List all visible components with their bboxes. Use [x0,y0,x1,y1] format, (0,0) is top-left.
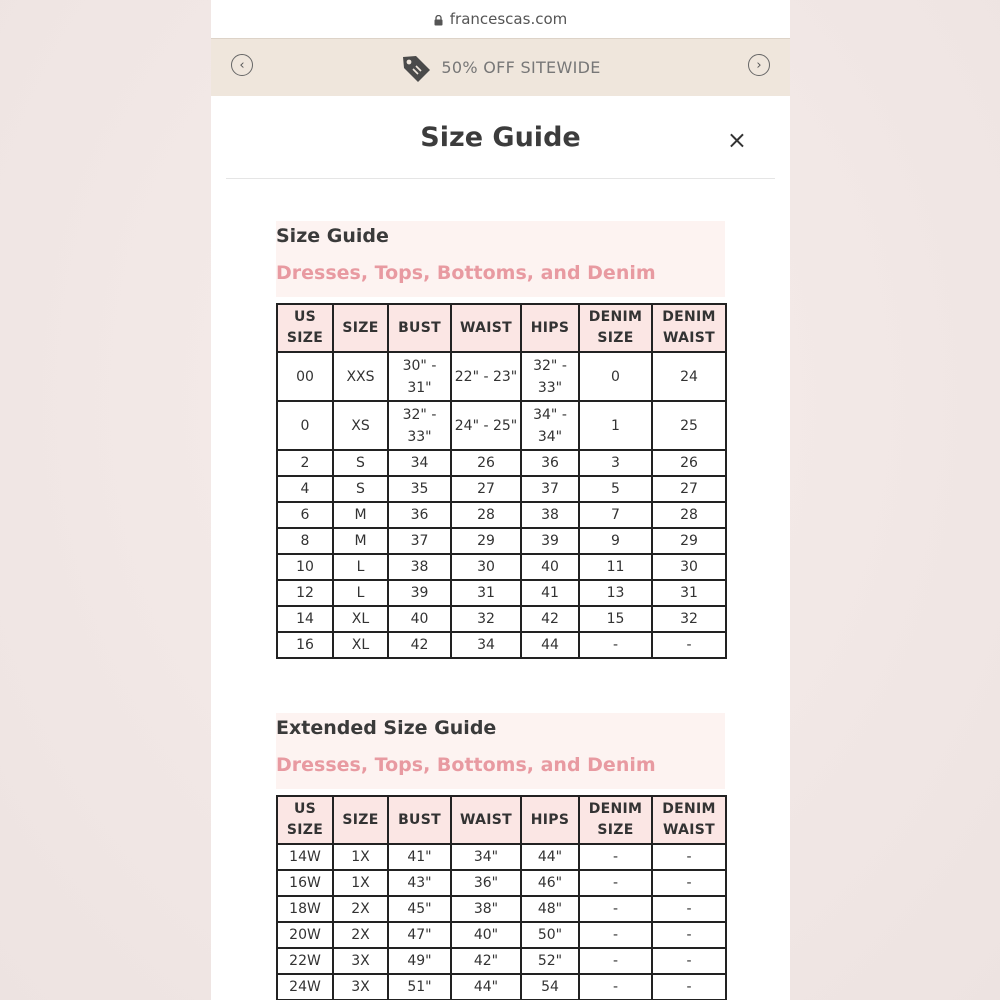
table-header-row [277,796,726,844]
table-cell: 34" - 34" [521,401,579,450]
table-cell: 14 [277,606,333,632]
table-cell: 0 [277,401,333,450]
table-cell: 27 [451,476,521,502]
standard-size-table [276,303,727,659]
column-header: HIPS [521,304,579,352]
table-cell: - [652,922,726,948]
column-header: SIZE [333,304,388,352]
extended-size-table [276,795,727,1000]
table-cell: 28 [652,502,726,528]
table-row [277,922,726,948]
table-row [277,401,726,450]
phone-screen [211,0,790,1000]
table-body [277,352,726,658]
table-row [277,502,726,528]
table-cell: 16W [277,870,333,896]
table-cell: 24W [277,974,333,1000]
table-cell: 2 [277,450,333,476]
table-cell: XS [333,401,388,450]
table-cell: 35 [388,476,451,502]
table-header-row [277,304,726,352]
section-heading [276,221,725,297]
table-cell: 34" [451,844,521,870]
table-cell: - [579,632,652,658]
table-cell: 50" [521,922,579,948]
table-cell: 41" [388,844,451,870]
promo-link[interactable] [400,53,600,83]
table-row [277,476,726,502]
column-header: HIPS [521,796,579,844]
table-cell: 37 [521,476,579,502]
table-cell: 38 [388,554,451,580]
table-cell: 44 [521,632,579,658]
table-cell: 18W [277,896,333,922]
table-cell: 45" [388,896,451,922]
table-cell: 27 [652,476,726,502]
table-cell: 4 [277,476,333,502]
table-cell: 37 [388,528,451,554]
table-cell: 32 [652,606,726,632]
table-cell: - [652,870,726,896]
table-cell: XXS [333,352,388,401]
table-cell: - [579,870,652,896]
table-cell: 49" [388,948,451,974]
table-cell: 2X [333,922,388,948]
lock-icon [434,15,443,26]
table-cell: 38" [451,896,521,922]
table-row [277,450,726,476]
table-cell: 44" [451,974,521,1000]
table-cell: 48" [521,896,579,922]
table-cell: 5 [579,476,652,502]
table-cell: - [652,896,726,922]
table-cell: 11 [579,554,652,580]
table-cell: 32" - 33" [388,401,451,450]
table-cell: 39 [521,528,579,554]
section-subtitle: Dresses, Tops, Bottoms, and Denim [276,262,656,284]
table-cell: - [652,632,726,658]
table-row [277,352,726,401]
table-cell: - [579,922,652,948]
table-cell: 36 [521,450,579,476]
table-cell: 29 [652,528,726,554]
table-cell: 9 [579,528,652,554]
table-cell: 8 [277,528,333,554]
promo-banner [211,38,790,96]
table-row [277,528,726,554]
column-header: DENIM WAIST [652,304,726,352]
column-header: DENIM SIZE [579,304,652,352]
address-bar[interactable] [211,0,790,38]
table-body [277,844,726,1000]
table-cell: 38 [521,502,579,528]
table-cell: 3X [333,974,388,1000]
table-cell: 43" [388,870,451,896]
size-guide-content [211,179,790,1000]
table-cell: 2X [333,896,388,922]
table-cell: 54 [521,974,579,1000]
table-cell: - [579,948,652,974]
table-cell: 30 [652,554,726,580]
table-cell: 15 [579,606,652,632]
promo-text: 50% OFF SITEWIDE [441,58,601,77]
column-header: BUST [388,796,451,844]
table-cell: 41 [521,580,579,606]
standard-size-section [276,221,725,659]
table-cell: 3 [579,450,652,476]
column-header: US SIZE [277,796,333,844]
table-cell: XL [333,632,388,658]
table-cell: 42" [451,948,521,974]
column-header: DENIM SIZE [579,796,652,844]
table-cell: 34 [388,450,451,476]
table-cell: 32" - 33" [521,352,579,401]
table-cell: 52" [521,948,579,974]
table-cell: 6 [277,502,333,528]
table-cell: 20W [277,922,333,948]
table-cell: 16 [277,632,333,658]
table-cell: L [333,580,388,606]
table-row [277,974,726,1000]
section-title: Size Guide [276,225,389,247]
table-cell: 34 [451,632,521,658]
column-header: WAIST [451,304,521,352]
table-row [277,896,726,922]
close-icon[interactable]: × [726,126,747,154]
table-row [277,870,726,896]
table-cell: 1 [579,401,652,450]
table-cell: - [652,974,726,1000]
table-row [277,948,726,974]
table-cell: 22W [277,948,333,974]
table-cell: 25 [652,401,726,450]
table-cell: 36 [388,502,451,528]
table-cell: S [333,476,388,502]
column-header: BUST [388,304,451,352]
table-cell: 30" - 31" [388,352,451,401]
table-cell: 40 [388,606,451,632]
table-cell: 30 [451,554,521,580]
column-header: US SIZE [277,304,333,352]
table-cell: 46" [521,870,579,896]
table-cell: 42 [388,632,451,658]
table-cell: 10 [277,554,333,580]
modal-header [226,96,775,179]
table-cell: S [333,450,388,476]
table-cell: 14W [277,844,333,870]
table-cell: 31 [652,580,726,606]
table-row [277,580,726,606]
section-heading [276,713,725,789]
table-cell: 28 [451,502,521,528]
chevron-right-icon[interactable]: › [748,54,770,76]
table-cell: 1X [333,844,388,870]
table-cell: 51" [388,974,451,1000]
table-cell: 47" [388,922,451,948]
section-subtitle: Dresses, Tops, Bottoms, and Denim [276,754,656,776]
section-title: Extended Size Guide [276,717,497,739]
table-cell: 40 [521,554,579,580]
column-header: SIZE [333,796,388,844]
table-cell: 7 [579,502,652,528]
table-cell: 44" [521,844,579,870]
chevron-left-icon[interactable]: ‹ [231,54,253,76]
table-cell: 0 [579,352,652,401]
table-cell: 22" - 23" [451,352,521,401]
table-row [277,554,726,580]
table-cell: 36" [451,870,521,896]
table-row [277,606,726,632]
table-cell: 13 [579,580,652,606]
table-row [277,844,726,870]
table-cell: M [333,528,388,554]
table-cell: 31 [451,580,521,606]
table-cell: 24 [652,352,726,401]
table-cell: 26 [652,450,726,476]
table-cell: 40" [451,922,521,948]
modal-title: Size Guide [420,121,581,153]
table-cell: 32 [451,606,521,632]
table-cell: XL [333,606,388,632]
table-cell: M [333,502,388,528]
table-cell: - [579,896,652,922]
table-row [277,632,726,658]
table-cell: - [652,948,726,974]
table-cell: 12 [277,580,333,606]
table-cell: 24" - 25" [451,401,521,450]
column-header: DENIM WAIST [652,796,726,844]
url-text: francescas.com [449,10,568,28]
extended-size-section [276,713,725,1000]
table-cell: - [652,844,726,870]
table-cell: 42 [521,606,579,632]
table-cell: 26 [451,450,521,476]
table-cell: - [579,974,652,1000]
column-header: WAIST [451,796,521,844]
table-cell: 29 [451,528,521,554]
price-tag-icon [400,53,432,83]
table-cell: L [333,554,388,580]
table-cell: 3X [333,948,388,974]
table-cell: 39 [388,580,451,606]
table-cell: - [579,844,652,870]
table-cell: 1X [333,870,388,896]
table-cell: 00 [277,352,333,401]
